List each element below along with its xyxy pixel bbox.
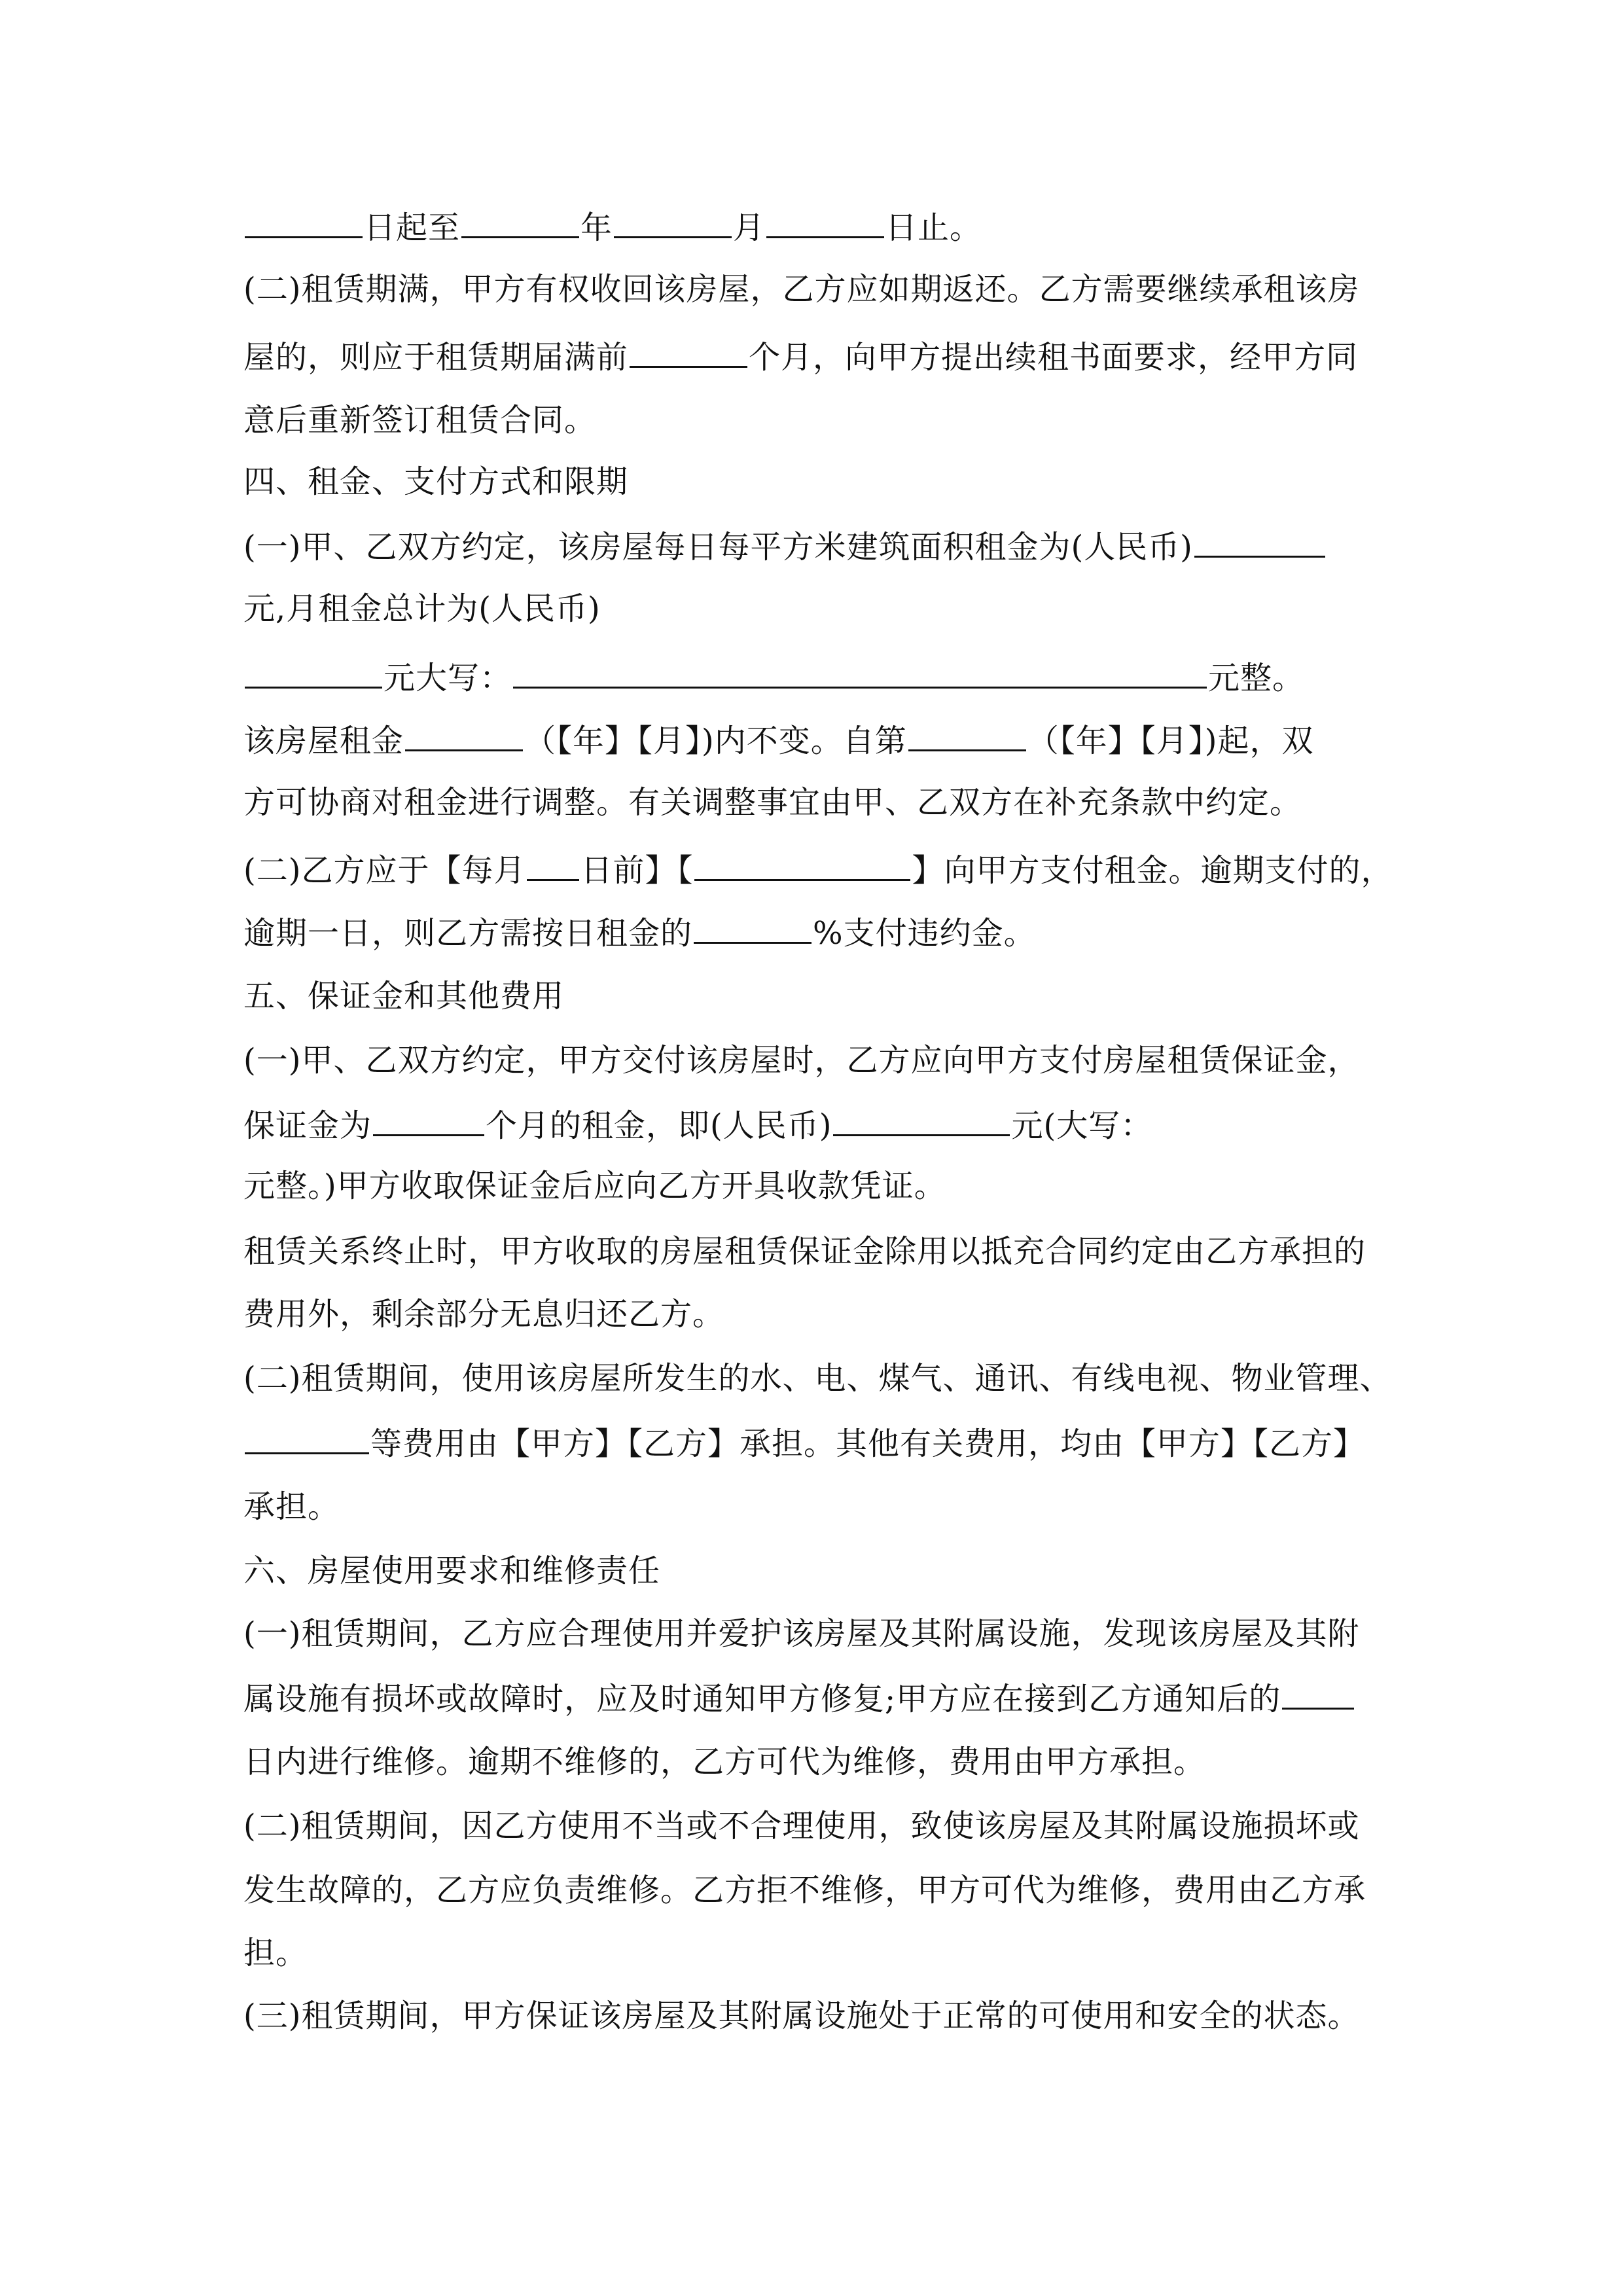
text-segment: 个月的租金，即(人民币): [486, 1107, 832, 1144]
text-line: [243, 914, 1036, 953]
text-segment: %支付违约金。: [813, 915, 1036, 952]
fill-blank: [527, 876, 579, 881]
text-line: [243, 1614, 1359, 1653]
text-segment: (二)租赁期间，因乙方使用不当或不合理使用，致使该房屋及其附属设施损坏或: [243, 1808, 1360, 1844]
text-line: [243, 270, 1359, 309]
text-line: [243, 1359, 1391, 1398]
text-segment: 元整。: [1208, 660, 1305, 696]
text-line: [243, 1424, 1365, 1463]
text-segment: 费用外，剩余部分无息归还乙方。: [243, 1296, 725, 1333]
text-line: [243, 1806, 1359, 1846]
fill-blank: [245, 684, 382, 689]
text-segment: 该房屋租金: [243, 723, 404, 759]
fill-blank: [694, 939, 812, 944]
fill-blank: [908, 747, 1026, 751]
fill-blank: [373, 1132, 484, 1136]
text-line: [243, 1742, 1205, 1782]
fill-blank: [245, 234, 363, 238]
text-segment: 元整。)甲方收取保证金后应向乙方开具收款凭证。: [243, 1168, 946, 1204]
section-heading: [243, 977, 564, 1016]
text-segment: 保证金为: [243, 1107, 372, 1144]
text-line: [243, 338, 1358, 377]
text-segment: 元,月租金总计为(人民币): [243, 590, 601, 627]
text-segment: 方可协商对租金进行调整。有关调整事宜由甲、乙双方在补充条款中约定。: [243, 784, 1302, 821]
text-segment: 等费用由【甲方】【乙方】承担。其他有关费用，均由【甲方】【乙方】: [370, 1426, 1366, 1462]
text-segment: 发生故障的，乙方应负责维修。乙方拒不维修，甲方可代为维修，费用由乙方承: [243, 1872, 1366, 1909]
text-segment: 日内进行维修。逾期不维修的，乙方可代为维修，费用由甲方承担。: [243, 1744, 1206, 1780]
text-segment: (一)甲、乙双方约定，甲方交付该房屋时，乙方应向甲方支付房屋租赁保证金，: [243, 1042, 1360, 1079]
fill-blank: [766, 234, 884, 238]
fill-blank: [1282, 1705, 1354, 1710]
text-segment: (二)租赁期满，甲方有权收回该房屋，乙方应如期返还。乙方需要继续承租该房: [243, 271, 1360, 308]
text-segment: 承担。: [243, 1488, 340, 1525]
text-segment: 元(大写：: [1011, 1107, 1153, 1144]
text-segment: (一)甲、乙双方约定，该房屋每日每平方米建筑面积租金为(人民币): [243, 529, 1193, 565]
text-line: [243, 658, 1304, 698]
text-line: [243, 851, 1393, 890]
text-segment: 日起至: [364, 209, 461, 246]
fill-blank: [513, 684, 1207, 689]
text-line: [243, 1679, 1355, 1719]
fill-blank: [405, 747, 523, 751]
text-segment: （【年】【月】)起，双: [1027, 723, 1314, 759]
text-segment: 租赁关系终止时，甲方收取的房屋租赁保证金除用以抵充合同约定由乙方承担的: [243, 1233, 1366, 1270]
text-line: [243, 1106, 1152, 1145]
fill-blank: [694, 876, 910, 881]
text-segment: （【年】【月】)内不变。自第: [524, 723, 907, 759]
text-segment: (二)租赁期间，使用该房屋所发生的水、电、煤气、通讯、有线电视、物业管理、: [243, 1360, 1392, 1397]
text-line: [243, 1166, 946, 1206]
fill-blank: [614, 234, 732, 238]
text-line: [243, 589, 601, 628]
text-segment: 年: [580, 209, 613, 246]
text-segment: 屋的，则应于租赁期届满前: [243, 339, 629, 376]
text-line: [243, 1933, 308, 1973]
text-line: [243, 1871, 1366, 1910]
text-line: [243, 401, 596, 440]
text-line: [243, 721, 1313, 761]
section-heading: [243, 1551, 660, 1590]
fill-blank: [833, 1132, 1010, 1136]
fill-blank: [1194, 553, 1325, 558]
text-segment: (三)租赁期间，甲方保证该房屋及其附属设施处于正常的可使用和安全的状态。: [243, 1998, 1360, 2034]
text-segment: 月: [733, 209, 766, 246]
text-segment: 日止。: [885, 209, 982, 246]
text-segment: 四、租金、支付方式和限期: [243, 463, 629, 500]
text-segment: 五、保证金和其他费用: [243, 978, 565, 1014]
text-segment: 属设施有损坏或故障时，应及时通知甲方修复;甲方应在接到乙方通知后的: [243, 1681, 1281, 1717]
text-segment: 逾期一日，则乙方需按日租金的: [243, 915, 693, 952]
text-segment: 元大写：: [383, 660, 512, 696]
text-segment: (一)租赁期间，乙方应合理使用并爱护该房屋及其附属设施，发现该房屋及其附: [243, 1615, 1360, 1652]
text-segment: 日前】【: [580, 852, 694, 889]
fill-blank: [461, 234, 579, 238]
text-segment: 意后重新签订租赁合同。: [243, 402, 597, 439]
text-line: [243, 783, 1302, 822]
text-segment: 担。: [243, 1935, 308, 1971]
text-segment: 六、房屋使用要求和维修责任: [243, 1552, 661, 1589]
text-line: [243, 1996, 1359, 2036]
text-segment: 个月，向甲方提出续租书面要求，经甲方同: [749, 339, 1359, 376]
fill-blank: [630, 363, 747, 368]
text-line: [243, 528, 1327, 567]
section-heading: [243, 462, 628, 501]
text-line: [243, 208, 982, 247]
text-line: [243, 1232, 1366, 1271]
fill-blank: [245, 1450, 369, 1454]
text-line: [243, 1487, 340, 1526]
text-line: [243, 1041, 1359, 1080]
text-segment: 】向甲方支付租金。逾期支付的，: [912, 852, 1393, 889]
text-segment: (二)乙方应于【每月: [243, 852, 526, 889]
text-line: [243, 1295, 724, 1334]
